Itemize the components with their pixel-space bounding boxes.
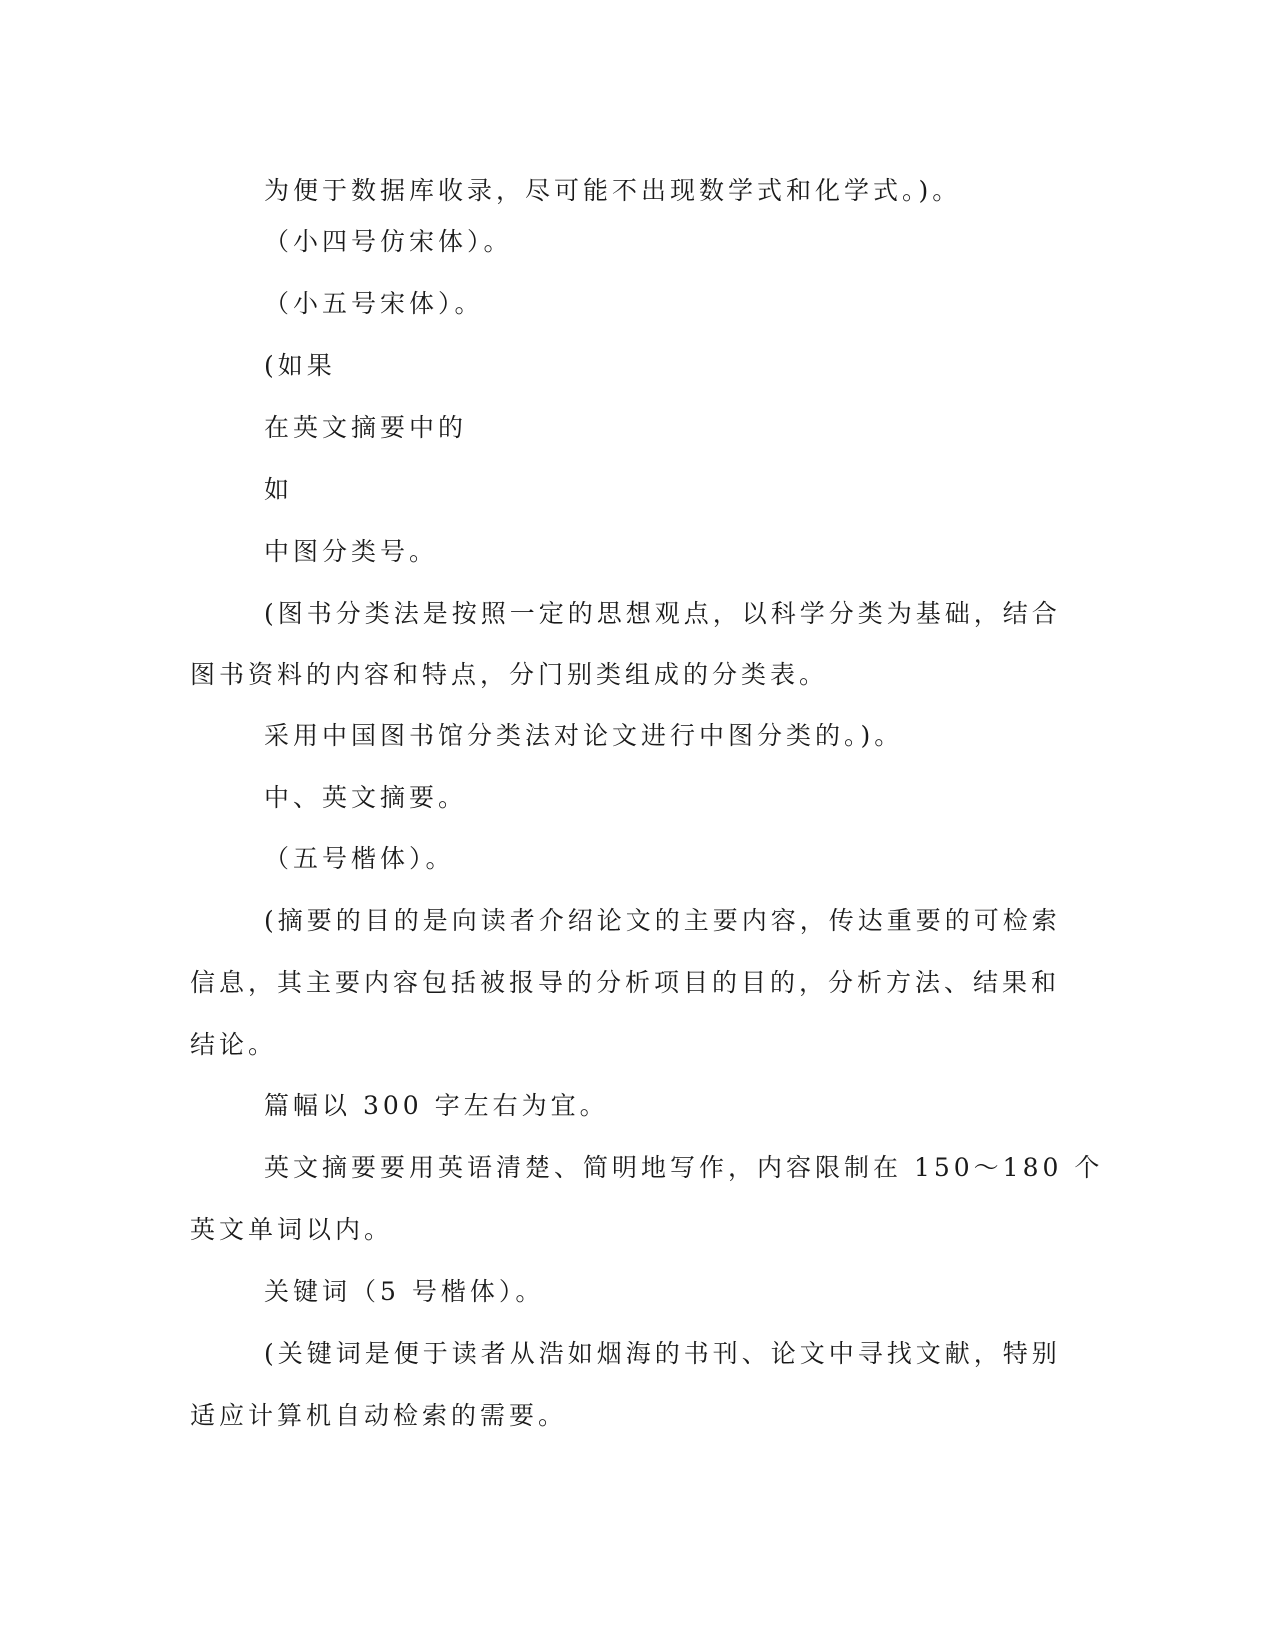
- text-line: (如果: [264, 351, 336, 380]
- text-line: （小五号宋体）。: [264, 289, 484, 318]
- text-line: 图书资料的内容和特点，分门别类组成的分类表。: [190, 660, 829, 689]
- text-line: 关键词（5 号楷体）。: [264, 1277, 545, 1306]
- text-line: 英文摘要要用英语清楚、简明地写作，内容限制在 150～180 个: [264, 1153, 1104, 1182]
- text-line: 中图分类号。: [264, 537, 439, 566]
- text-line: 英文单词以内。: [190, 1215, 394, 1244]
- text-line: 在英文摘要中的: [264, 413, 468, 442]
- text-line: 如: [264, 475, 294, 504]
- text-line: (摘要的目的是向读者介绍论文的主要内容，传达重要的可检索: [264, 906, 1061, 935]
- text-line: 采用中国图书馆分类法对论文进行中图分类的。)。: [264, 721, 904, 750]
- text-line: 篇幅以 300 字左右为宜。: [264, 1091, 609, 1120]
- text-line: 适应计算机自动检索的需要。: [190, 1401, 568, 1430]
- text-line: (图书分类法是按照一定的思想观点，以科学分类为基础，结合: [264, 599, 1061, 628]
- text-line: 为便于数据库收录，尽可能不出现数学式和化学式。)。: [264, 176, 962, 205]
- text-line: 信息，其主要内容包括被报导的分析项目的目的，分析方法、结果和: [190, 968, 1061, 997]
- text-line: （五号楷体）。: [264, 844, 455, 873]
- text-line: (关键词是便于读者从浩如烟海的书刊、论文中寻找文献，特别: [264, 1339, 1061, 1368]
- text-line: 结论。: [190, 1030, 278, 1059]
- text-line: （小四号仿宋体）。: [264, 227, 513, 256]
- text-line: 中、英文摘要。: [264, 783, 468, 812]
